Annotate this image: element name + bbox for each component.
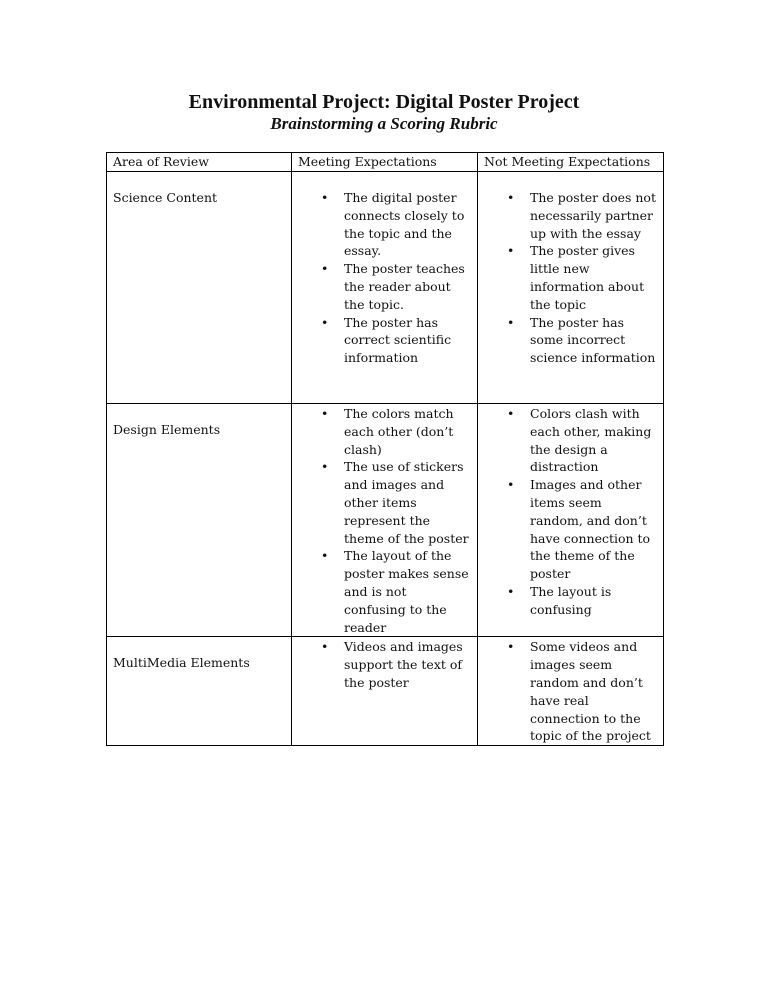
list-item (507, 314, 657, 367)
meeting-cell (292, 637, 478, 746)
list-item (321, 405, 471, 458)
not-meeting-cell (478, 637, 664, 746)
not-meeting-list (484, 189, 657, 367)
bullet-icon: • (507, 243, 515, 259)
list-item-text: Colors clash with each other, making the design a distraction (530, 406, 652, 475)
list-item-text: The use of stickers and images and other items represent the theme of the poster (344, 459, 469, 546)
list-item-text: The poster has some incorrect science information (530, 314, 656, 366)
list-item-text: The poster gives little new information about the topic (530, 243, 645, 312)
area-cell (107, 637, 292, 746)
meeting-list (298, 638, 471, 691)
list-item-text: The digital poster connects closely to the topic and the essay. (344, 190, 465, 259)
list-item-text: Videos and images support the text of the poster (344, 639, 463, 690)
area-label: MultiMedia Elements (113, 655, 250, 671)
area-cell (107, 404, 292, 637)
bullet-icon: • (321, 459, 329, 475)
header-area-of-review: Area of Review (107, 153, 292, 172)
list-item (507, 583, 657, 619)
not-meeting-cell (478, 404, 664, 637)
list-item (507, 405, 657, 476)
bullet-icon: • (321, 548, 329, 564)
page-subtitle: Brainstorming a Scoring Rubric (270, 114, 498, 133)
bullet-icon: • (507, 190, 515, 205)
list-item-text: The poster has correct scientific information (344, 314, 452, 366)
table-row-science-content (107, 172, 664, 404)
list-item (321, 260, 471, 313)
table-row-design-elements (107, 404, 664, 637)
page-title: Environmental Project: Digital Poster Project (188, 91, 580, 113)
meeting-list (298, 189, 471, 367)
bullet-icon: • (507, 583, 515, 599)
rubric-table (106, 152, 664, 746)
bullet-icon: • (321, 406, 329, 421)
meeting-cell (292, 172, 478, 404)
bullet-icon: • (321, 314, 329, 330)
table-header-row (107, 153, 664, 172)
list-item-text: The layout is confusing (530, 583, 612, 617)
list-item (321, 314, 471, 367)
header-meeting-expectations: Meeting Expectations (292, 153, 478, 172)
bullet-icon: • (321, 261, 329, 277)
bullet-icon: • (507, 314, 515, 330)
list-item-text: Some videos and images seem random and don’t have real connection to the topic of the project (530, 639, 651, 744)
list-item (321, 458, 471, 547)
list-item (321, 189, 471, 260)
area-label: Design Elements (113, 422, 221, 437)
not-meeting-list (484, 638, 657, 745)
bullet-icon: • (507, 406, 515, 421)
meeting-list (298, 405, 471, 636)
area-label: Science Content (113, 190, 218, 205)
bullet-icon: • (507, 477, 515, 493)
not-meeting-list (484, 405, 657, 619)
list-item (507, 476, 657, 583)
meeting-cell (292, 404, 478, 637)
list-item (321, 547, 471, 636)
list-item (321, 638, 471, 691)
list-item-text: The poster teaches the reader about the topic. (344, 261, 465, 312)
table-row-multimedia-elements (107, 637, 664, 746)
list-item (507, 242, 657, 313)
area-cell (107, 172, 292, 404)
list-item-text: The poster does not necessarily partner up with the essay (530, 190, 656, 241)
list-item-text: Images and other items seem random, and don’t have connection to the theme of the poster (530, 477, 651, 582)
bullet-icon: • (321, 190, 329, 205)
bullet-icon: • (321, 639, 329, 655)
list-item (507, 189, 657, 242)
list-item-text: The colors match each other (don’t clash) (344, 406, 454, 457)
list-item (507, 638, 657, 745)
bullet-icon: • (507, 639, 515, 655)
not-meeting-cell (478, 172, 664, 404)
list-item-text: The layout of the poster makes sense and is not confusing to the reader (344, 548, 469, 635)
header-not-meeting-expectations: Not Meeting Expectations (478, 153, 664, 172)
